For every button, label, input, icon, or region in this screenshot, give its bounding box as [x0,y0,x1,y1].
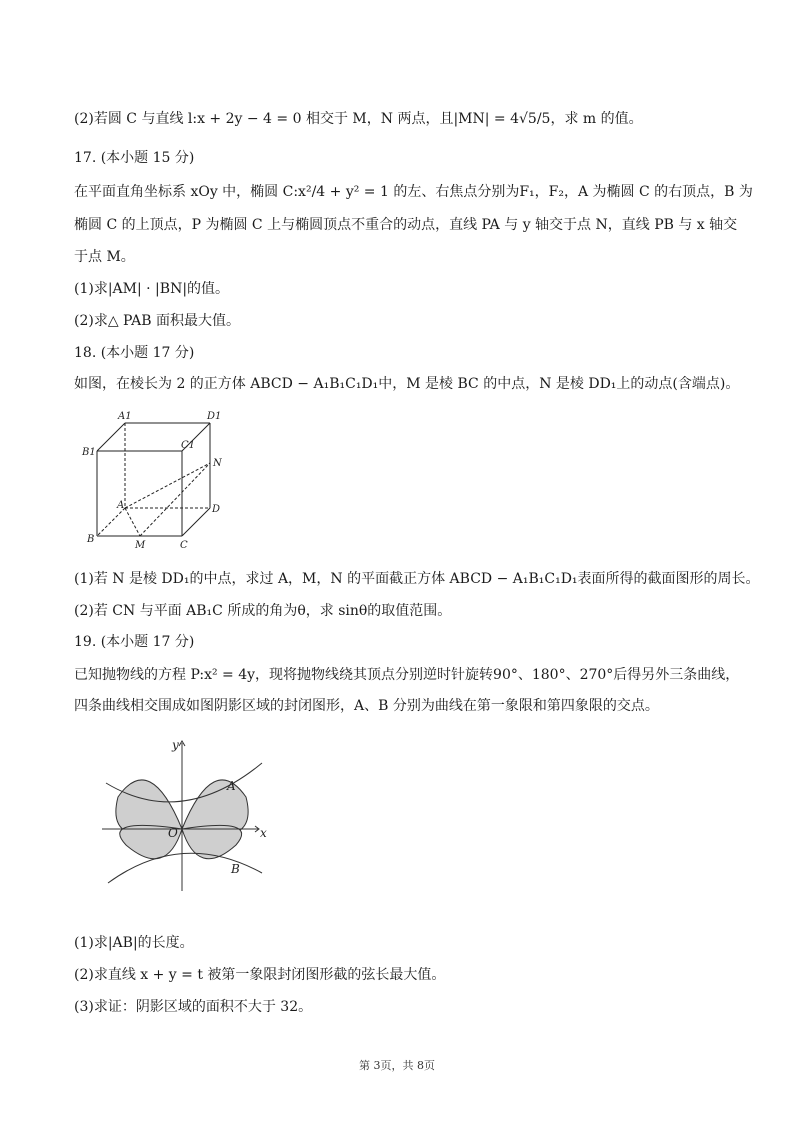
axis-label-x: x [260,826,267,840]
axis-label-y: y [172,738,179,752]
label-d1: D1 [207,411,222,422]
problem-18-q2: (2)若 CN 与平面 AB₁C 所成的角为θ，求 sinθ的取值范围。 [74,603,452,619]
problem-19-q2: (2)求直线 x + y = t 被第一象限封闭图形截的弦长最大值。 [74,967,446,983]
label-c: C [180,540,188,551]
problem-19-q3: (3)求证：阴影区域的面积不大于 32。 [74,999,313,1015]
problem-17-text-2: 椭圆 C 的上顶点，P 为椭圆 C 上与椭圆顶点不重合的动点，直线 PA 与 y 轴交于点 N，直线 PB 与 x 轴交 [74,217,738,233]
line-16-2: (2)若圆 C 与直线 l:x + 2y − 4 = 0 相交于 M，N 两点，且|MN| = 4√5/5，求 m 的值。 [74,111,643,127]
label-m: M [135,540,146,551]
label-a1: A1 [118,411,132,422]
label-b1: B1 [82,447,96,458]
point-label-a: A [227,779,236,793]
problem-18-heading: 18. (本小题 17 分) [74,345,195,361]
problem-18-q1: (1)若 N 是棱 DD₁的中点，求过 A，M，N 的平面截正方体 ABCD − A₁B₁C₁D₁表面所得的截面图形的周长。 [74,571,760,587]
segment-an [125,463,210,508]
page-footer: 第 3页，共 8页 [359,1059,435,1072]
problem-18-text: 如图，在棱长为 2 的正方体 ABCD − A₁B₁C₁D₁中，M 是棱 BC 的中点，N 是棱 DD₁上的动点(含端点)。 [74,376,740,392]
problem-17-q2: (2)求△ PAB 面积最大值。 [74,313,241,329]
edge-a1b1 [97,423,125,451]
edge-cd [182,508,210,536]
label-n: N [213,458,222,469]
problem-17-q1: (1)求|AM| · |BN|的值。 [74,281,230,297]
problem-17-heading: 17. (本小题 15 分) [74,150,195,166]
segment-mn [140,463,210,536]
segment-am [125,508,140,536]
petal-q4 [182,825,242,858]
problem-17-text-3: 于点 M。 [74,249,135,265]
point-label-b: B [231,862,240,876]
problem-17-text-1: 在平面直角坐标系 xOy 中，椭圆 C:x²/4 + y² = 1 的左、右焦点分别为F₁，F₂，A 为椭圆 C 的右顶点，B 为 [74,184,753,200]
problem-19-heading: 19. (本小题 17 分) [74,634,195,650]
origin-label: O [168,826,178,840]
label-c1: C1 [181,440,196,451]
problem-19-q1: (1)求|AB|的长度。 [74,935,194,951]
label-d: D [212,504,221,515]
parabola-figure [96,733,276,893]
cube-figure [80,408,240,554]
label-a: A [117,500,125,511]
edge-ab-hidden [97,508,125,536]
label-b: B [87,534,95,545]
problem-19-text-2: 四条曲线相交围成如图阴影区域的封闭图形，A、B 分别为曲线在第一象限和第四象限的交点。 [74,698,659,714]
problem-19-text-1: 已知抛物线的方程 P:x² = 4y，现将抛物线绕其顶点分别逆时针旋转90°、180°、270°后得另外三条曲线， [74,667,740,683]
